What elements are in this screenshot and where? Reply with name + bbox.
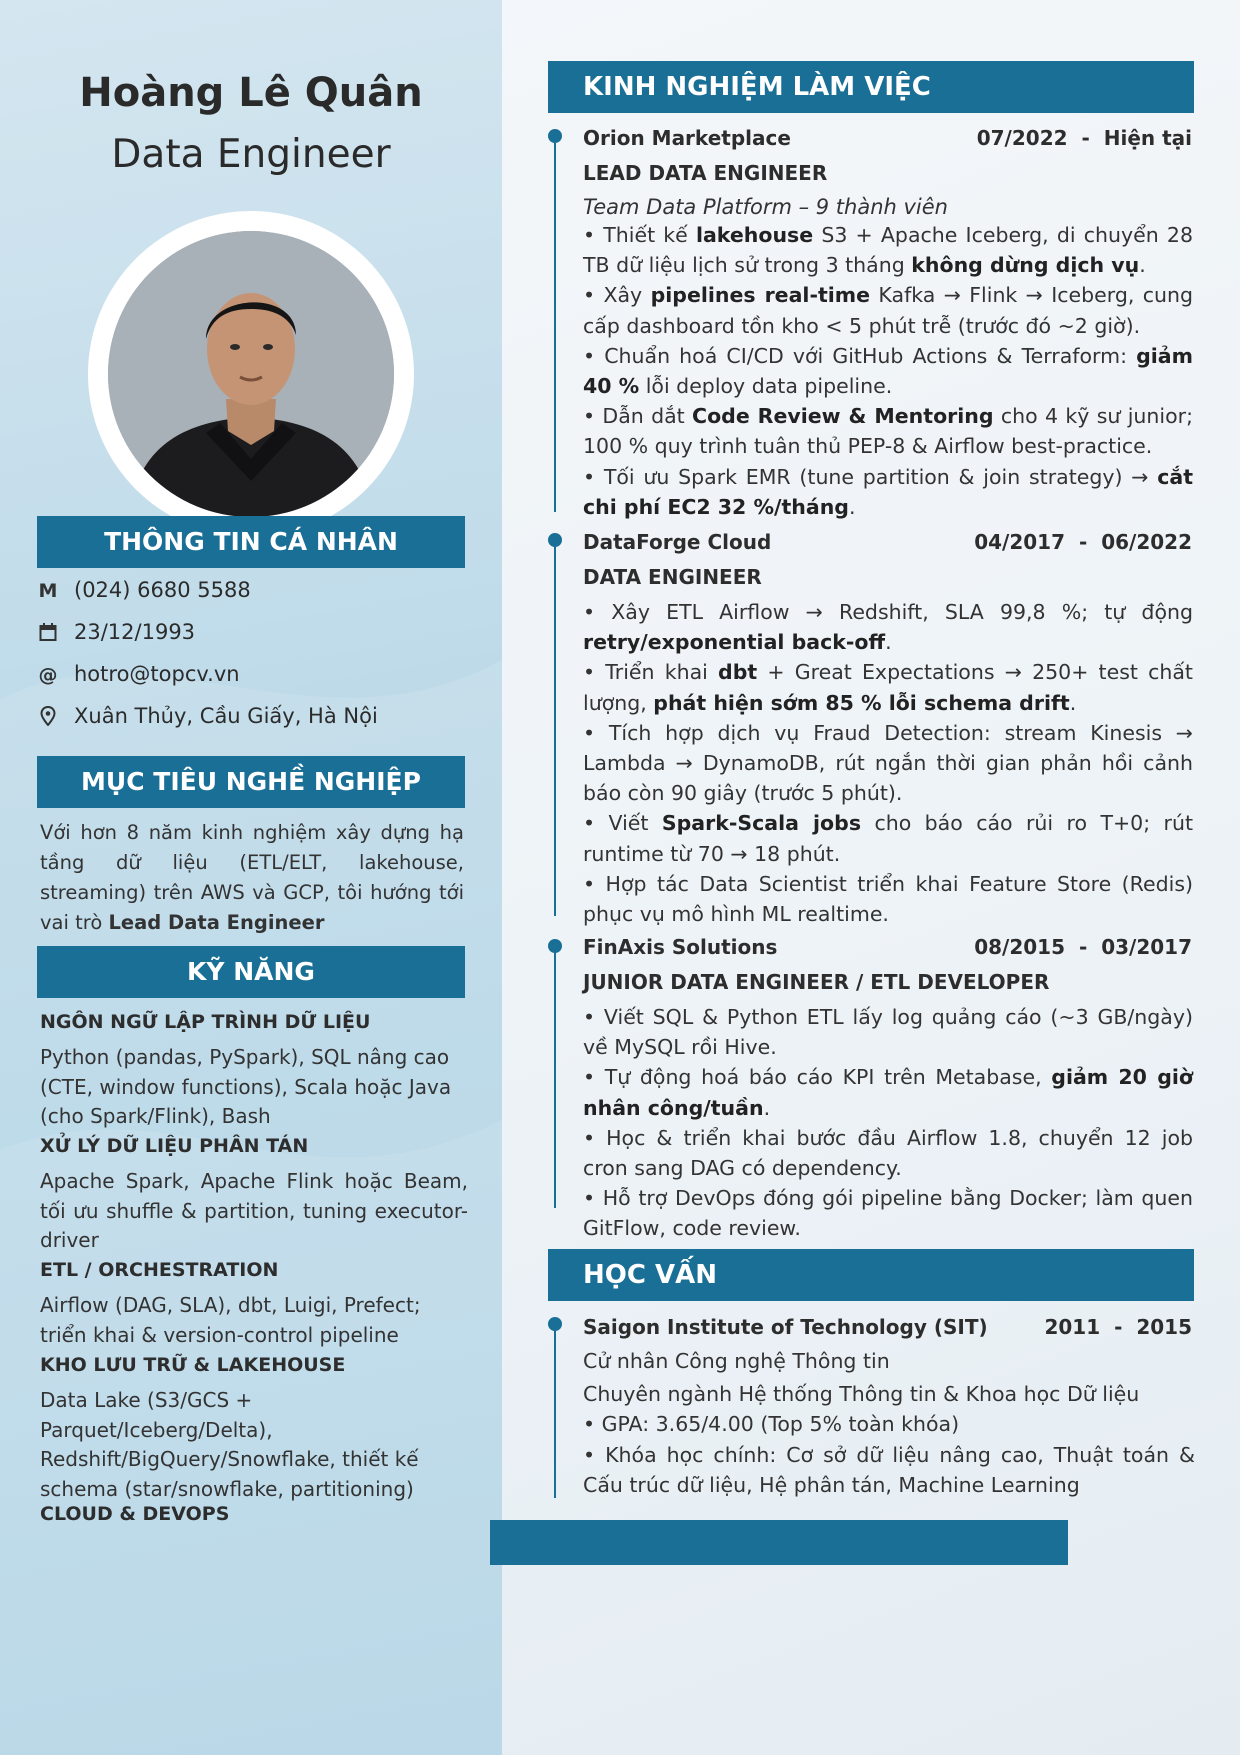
left-sidebar bbox=[0, 0, 502, 1755]
education-line: • Khóa học chính: Cơ sở dữ liệu nâng cao, Thuật toán & Cấu trúc dữ liệu, Hệ phân tán, Machine Learning bbox=[583, 1442, 1195, 1497]
skill-group-text: Apache Spark, Apache Flink hoặc Beam, tối ưu shuffle & partition, tuning executor-driver bbox=[40, 1169, 468, 1252]
job-bullet: • Viết SQL & Python ETL lấy log quảng cáo (~3 GB/ngày) về MySQL rồi Hive. bbox=[583, 1005, 1193, 1060]
education-heading: HỌC VẤN bbox=[548, 1249, 1194, 1301]
phone-row bbox=[37, 578, 467, 608]
job-dates: 07/2022 - Hiện tại bbox=[976, 126, 1192, 150]
skill-group-title: NGÔN NGỮ LẬP TRÌNH DỮ LIỆU bbox=[40, 1011, 371, 1033]
phone-text: (024) 6680 5588 bbox=[74, 578, 251, 602]
skill-group-text: Airflow (DAG, SLA), dbt, Luigi, Prefect; triển khai & version-control pipeline bbox=[40, 1293, 421, 1347]
objective-text: Với hơn 8 năm kinh nghiệm xây dựng hạ tầng dữ liệu (ETL/ELT, lakehouse, streaming) trên AWS và GCP, tôi hướng tới vai trò Lead Data Engineer bbox=[40, 821, 464, 934]
job-dates: 04/2017 - 06/2022 bbox=[974, 530, 1192, 554]
skill-group-title: XỬ LÝ DỮ LIỆU PHÂN TÁN bbox=[40, 1135, 309, 1157]
job-bullet: • Tự động hoá báo cáo KPI trên Metabase, giảm 20 giờ nhân công/tuần. bbox=[583, 1065, 1193, 1120]
education-line: • GPA: 3.65/4.00 (Top 5% toàn khóa) bbox=[583, 1412, 960, 1436]
calendar-icon bbox=[37, 622, 59, 646]
job-bullet: • Xây pipelines real-time Kafka → Flink → Iceberg, cung cấp dashboard tồn kho < 5 phút trễ (trước đó ~2 giờ). bbox=[583, 283, 1193, 338]
email-row bbox=[37, 662, 467, 692]
job-company: Orion Marketplace bbox=[583, 126, 791, 150]
skill-group-title: ETL / ORCHESTRATION bbox=[40, 1259, 279, 1281]
next-section-bar bbox=[490, 1520, 1068, 1565]
job-bullet: • Thiết kế lakehouse S3 + Apache Iceberg, di chuyển 28 TB dữ liệu lịch sử trong 3 tháng không dừng dịch vụ. bbox=[583, 223, 1193, 278]
job-position: JUNIOR DATA ENGINEER / ETL DEVELOPER bbox=[583, 970, 1050, 994]
job-bullets bbox=[583, 1002, 1193, 1244]
skill-group-title: KHO LƯU TRỮ & LAKEHOUSE bbox=[40, 1354, 346, 1376]
job-bullet: • Viết Spark-Scala jobs cho báo cáo rủi ro T+0; rút runtime từ 70 → 18 phút. bbox=[583, 811, 1193, 866]
timeline-dot bbox=[548, 533, 562, 547]
job-bullets bbox=[583, 220, 1193, 522]
timeline-line bbox=[554, 540, 556, 916]
timeline-dot bbox=[548, 1317, 562, 1331]
location-pin-icon bbox=[37, 706, 59, 730]
timeline-line bbox=[554, 946, 556, 1208]
job-bullets bbox=[583, 597, 1193, 929]
job-bullet: • Triển khai dbt + Great Expectations → 250+ test chất lượng, phát hiện sớm 85 % lỗi schema drift. bbox=[583, 660, 1193, 715]
job-bullet: • Hỗ trợ DevOps đóng gói pipeline bằng Docker; làm quen GitFlow, code review. bbox=[583, 1186, 1193, 1241]
job-company: FinAxis Solutions bbox=[583, 935, 778, 959]
job-bullet: • Hợp tác Data Scientist triển khai Feature Store (Redis) phục vụ mô hình ML realtime. bbox=[583, 871, 1193, 927]
phone-icon: M bbox=[38, 580, 58, 602]
education-dates: 2011 - 2015 bbox=[1044, 1315, 1192, 1339]
job-bullet: • Tích hợp dịch vụ Fraud Detection: stream Kinesis → Lambda → DynamoDB, rút ngắn thời gian phản hồi cảnh báo còn 90 giây (trước 5 phút). bbox=[583, 720, 1193, 806]
objective-highlight: Lead Data Engineer bbox=[108, 911, 325, 934]
candidate-title: Data Engineer bbox=[111, 132, 391, 177]
objective-heading: MỤC TIÊU NGHỀ NGHIỆP bbox=[37, 756, 465, 808]
job-bullet: • Tối ưu Spark EMR (tune partition & join strategy) → cắt chi phí EC2 32 %/tháng. bbox=[583, 464, 1193, 519]
avatar-frame bbox=[88, 211, 414, 537]
timeline-line bbox=[554, 1323, 556, 1498]
job-bullet: • Xây ETL Airflow → Redshift, SLA 99,8 %; tự động retry/exponential back-off. bbox=[583, 600, 1193, 655]
job-bullet: • Học & triển khai bước đầu Airflow 1.8, chuyển 12 job cron sang DAG có dependency. bbox=[583, 1125, 1193, 1181]
job-team: Team Data Platform – 9 thành viên bbox=[583, 195, 948, 219]
education-details bbox=[583, 1346, 1195, 1501]
job-bullet: • Dẫn dắt Code Review & Mentoring cho 4 kỹ sư junior; 100 % quy trình tuân thủ PEP-8 & Airflow best-practice. bbox=[583, 404, 1193, 459]
skills-heading: KỸ NĂNG bbox=[37, 946, 465, 998]
avatar bbox=[108, 231, 394, 517]
skill-group-text: Python (pandas, PySpark), SQL nâng cao (CTE, window functions), Scala hoặc Java (cho Spark/Flink), Bash bbox=[40, 1045, 452, 1128]
address-row bbox=[37, 704, 467, 734]
timeline-line bbox=[554, 136, 556, 512]
skill-group-title: CLOUD & DEVOPS bbox=[40, 1503, 230, 1525]
job-company: DataForge Cloud bbox=[583, 530, 772, 554]
dob-text: 23/12/1993 bbox=[74, 620, 196, 644]
experience-heading: KINH NGHIỆM LÀM VIỆC bbox=[548, 61, 1194, 113]
dob-row bbox=[37, 620, 467, 650]
job-position: LEAD DATA ENGINEER bbox=[583, 161, 828, 185]
timeline-dot bbox=[548, 129, 562, 143]
education-line: Chuyên ngành Hệ thống Thông tin & Khoa học Dữ liệu bbox=[583, 1381, 1140, 1406]
job-position: DATA ENGINEER bbox=[583, 565, 762, 589]
address-text: Xuân Thủy, Cầu Giấy, Hà Nội bbox=[74, 704, 378, 728]
job-bullet: • Chuẩn hoá CI/CD với GitHub Actions & Terraform: giảm 40 % lỗi deploy data pipeline. bbox=[583, 343, 1193, 399]
personal-info-heading: THÔNG TIN CÁ NHÂN bbox=[37, 516, 465, 568]
education-line: Cử nhân Công nghệ Thông tin bbox=[583, 1349, 890, 1373]
at-sign-icon: @ bbox=[38, 664, 58, 686]
skill-group-text: Data Lake (S3/GCS + Parquet/Iceberg/Delta), Redshift/BigQuery/Snowflake, thiết kế schema (star/snowflake, partitioning) bbox=[40, 1388, 419, 1501]
email-link[interactable]: hotro@topcv.vn bbox=[74, 662, 240, 686]
education-school: Saigon Institute of Technology (SIT) bbox=[583, 1315, 988, 1339]
job-dates: 08/2015 - 03/2017 bbox=[974, 935, 1192, 959]
timeline-dot bbox=[548, 939, 562, 953]
avatar-portrait-icon bbox=[108, 231, 394, 517]
candidate-name: Hoàng Lê Quân bbox=[79, 70, 423, 116]
